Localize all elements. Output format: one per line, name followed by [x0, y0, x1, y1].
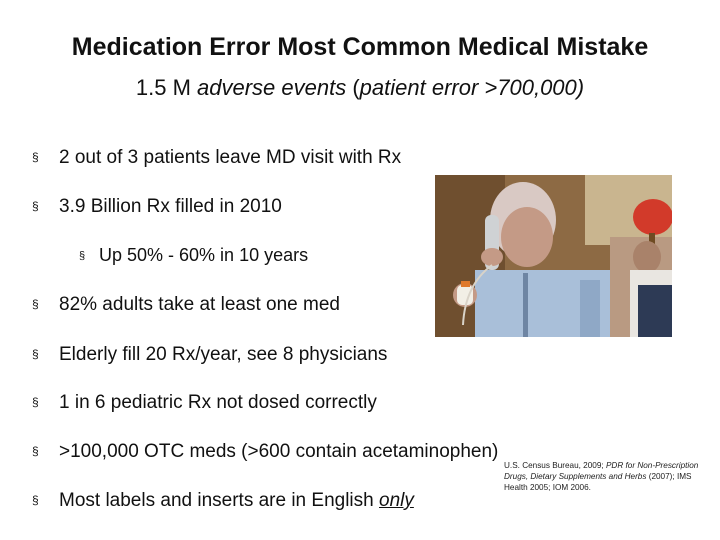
- citation-part-3: (2007); IMS Health 2005; IOM 2006.: [504, 472, 692, 492]
- bullet-text: Elderly fill 20 Rx/year, see 8 physicians: [59, 344, 388, 365]
- bullet-marker-icon: §: [32, 347, 39, 361]
- citation-part-1: U.S. Census Bureau, 2009;: [504, 461, 606, 470]
- subtitle-patient-error: patient error >700,000): [359, 75, 585, 100]
- bullet-text: 1 in 6 pediatric Rx not dosed correctly: [59, 392, 377, 413]
- bullet-text: Up 50% - 60% in 10 years: [99, 245, 309, 265]
- subtitle-lead: 1.5 M: [135, 75, 198, 100]
- bullet-marker-icon: §: [32, 199, 39, 213]
- bullet-text: 82% adults take at least one med: [59, 294, 340, 315]
- bullet-marker-icon: §: [32, 395, 39, 409]
- bullet-item: [32, 145, 401, 170]
- sub-bullet-item: [79, 243, 308, 268]
- bullet-item: [32, 342, 387, 367]
- bullet-item: [32, 390, 377, 415]
- bullet-marker-icon: §: [32, 493, 39, 507]
- bullet-marker-icon: §: [79, 250, 86, 262]
- bullet-marker-icon: §: [32, 150, 39, 164]
- bullet-item: [32, 439, 498, 464]
- subtitle-paren: (: [346, 75, 360, 100]
- slide-title: Medication Error Most Common Medical Mistake: [71, 33, 649, 61]
- bullet-marker-icon: §: [32, 444, 39, 458]
- bullet-text: Most labels and inserts are in English: [59, 490, 379, 511]
- bullet-text: >100,000 OTC meds (>600 contain acetaminophen): [59, 441, 499, 462]
- citation-part-2: PDR for Non-Prescription Drugs, Dietary Supplements and Herbs: [504, 461, 699, 481]
- bullet-item: [32, 488, 414, 513]
- bullet-text: 2 out of 3 patients leave MD visit with Rx: [59, 147, 402, 168]
- only-emphasis: only: [379, 490, 414, 511]
- bullet-text: 3.9 Billion Rx filled in 2010: [59, 196, 282, 217]
- bullet-item: [32, 194, 282, 219]
- citation: [504, 460, 704, 493]
- bullet-marker-icon: §: [32, 297, 39, 311]
- bullet-item: [32, 292, 340, 317]
- elderly-woman-phone-photo: [435, 175, 672, 337]
- slide-subtitle: [0, 74, 720, 102]
- subtitle-adverse-events: adverse events: [197, 75, 347, 100]
